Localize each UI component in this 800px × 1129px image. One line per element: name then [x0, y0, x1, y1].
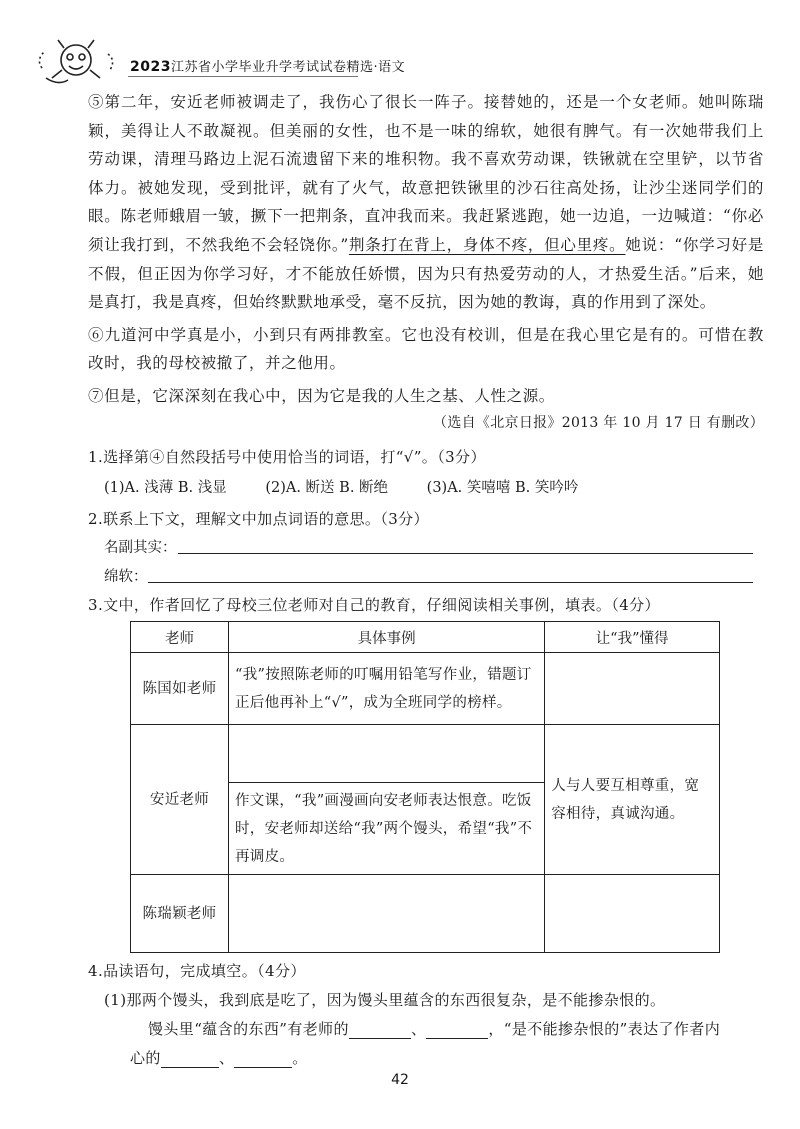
example-cell: “我”按照陈老师的叮嘱用铅笔写作业，错题订正后他再补上“√”，成为全班同学的榜样。 — [228, 653, 544, 725]
mascot-logo-icon — [28, 30, 128, 90]
table-row — [131, 725, 720, 783]
blank-3[interactable] — [161, 1051, 219, 1068]
lesson-answer-cell[interactable] — [545, 653, 720, 725]
option-group-3[interactable]: (3)A. 笑嘻嘻 B. 笑吟吟 — [426, 480, 579, 496]
paragraph-5: ⑤第二年，安近老师被调走了，我伤心了很长一阵子。接替她的，还是一个女老师。她叫陈瑞颖，美得让人不敢凝视。但美丽的女性，也不是一味的绵软，她很有脾气。有一次她带我们上劳动课，清理马路边上泥石流遗留下来的堆积物。我不喜欢劳动课，铁锹就在空里铲，以节省体力。被她发现，受到批评，就有了火气，故意把铁锹里的沙石往高处扬，让沙尘迷同学们的眼。陈老师蛾眉一皱，撅下一把荆条，直冲我而来。我赶紧逃跑，她一边追，一边喊道：“你必须让我打到，不然我绝不会轻饶你。”荆条打在背上，身体不疼，但心里疼。她说：“你学习好是不假，但正因为你学习好，才不能放任娇惯，因为只有热爱劳动的人，才热爱生活。”后来，她是真打，我是真疼，但始终默默地承受，毫不反抗，因为她的教诲，真的作用到了深处。 — [88, 93, 764, 312]
source-citation: （选自《北京日报》2013 年 10 月 17 日 有删改） — [433, 415, 764, 431]
page-number: 42 — [391, 1072, 409, 1088]
option-group-2[interactable]: (2)A. 断送 B. 断绝 — [265, 480, 389, 496]
question-4-fill-line-a: 馒头里“蕴含的东西”有老师的 、 ，“是不能掺杂恨的”表达了作者内 — [148, 1020, 721, 1038]
term-label-1: 名副其实： — [104, 540, 177, 556]
header-lesson: 让“我”懂得 — [545, 622, 720, 653]
teacher-name: 陈瑞颖老师 — [131, 875, 229, 953]
answer-line-2[interactable] — [148, 582, 753, 583]
question-4-stem: 4.品读语句，完成填空。（4分） — [88, 962, 306, 980]
reading-passage — [88, 88, 764, 411]
paragraph-6: ⑥九道河中学真是小，小到只有两排教室。它也没有校训，但是在我心里它是有的。可惜在教改时，我的母校被撤了，并之他用。 — [88, 325, 764, 373]
lesson-cell: 人与人要互相尊重，宽容相待，真诚沟通。 — [545, 725, 720, 875]
header-divider — [128, 76, 358, 77]
table-row — [131, 653, 720, 725]
option-group-1[interactable]: (1)A. 浅薄 B. 浅显 — [104, 480, 227, 496]
blank-2[interactable] — [426, 1022, 488, 1039]
lesson-answer-cell[interactable] — [545, 875, 720, 953]
paragraph-7: ⑦但是，它深深刻在我心中，因为它是我的人生之基、人性之源。 — [88, 386, 555, 405]
question-2-stem: 2.联系上下文，理解文中加点词语的意思。（3分） — [88, 510, 429, 528]
teacher-name: 安近老师 — [131, 725, 229, 875]
underlined-sentence: 荆条打在背上，身体不疼，但心里疼。 — [348, 235, 626, 254]
answer-line-1[interactable] — [178, 553, 753, 554]
table-header-row — [131, 622, 720, 653]
example-answer-cell[interactable] — [228, 875, 544, 953]
teacher-name: 陈国如老师 — [131, 653, 229, 725]
example-answer-cell[interactable] — [228, 725, 544, 783]
blank-1[interactable] — [349, 1022, 411, 1039]
header-teacher: 老师 — [131, 622, 229, 653]
question-1-options — [104, 476, 612, 497]
header-title: 2023江苏省小学毕业升学考试试卷精选·语文 — [130, 59, 406, 75]
example-cell: 作文课，“我”画漫画向安老师表达恨意。吃饭时，安老师却送给“我”两个馒头，希望“我”不再调皮。 — [228, 783, 544, 875]
blank-4[interactable] — [234, 1051, 292, 1068]
term-label-2: 绵软： — [104, 569, 148, 585]
page-header — [28, 30, 406, 90]
teacher-table — [130, 621, 720, 953]
question-3-stem: 3.文中，作者回忆了母校三位老师对自己的教育，仔细阅读相关事例，填表。（4分） — [88, 596, 660, 614]
question-1-stem: 1.选择第④自然段括号中使用恰当的词语，打“√”。（3分） — [88, 448, 486, 466]
question-4-sentence: (1)那两个馒头，我到底是吃了，因为馒头里蕴含的东西很复杂，是不能掺杂恨的。 — [104, 991, 666, 1009]
header-example: 具体事例 — [228, 622, 544, 653]
table-row — [131, 875, 720, 953]
question-4-fill-line-b: 心的 、 。 — [130, 1049, 308, 1067]
